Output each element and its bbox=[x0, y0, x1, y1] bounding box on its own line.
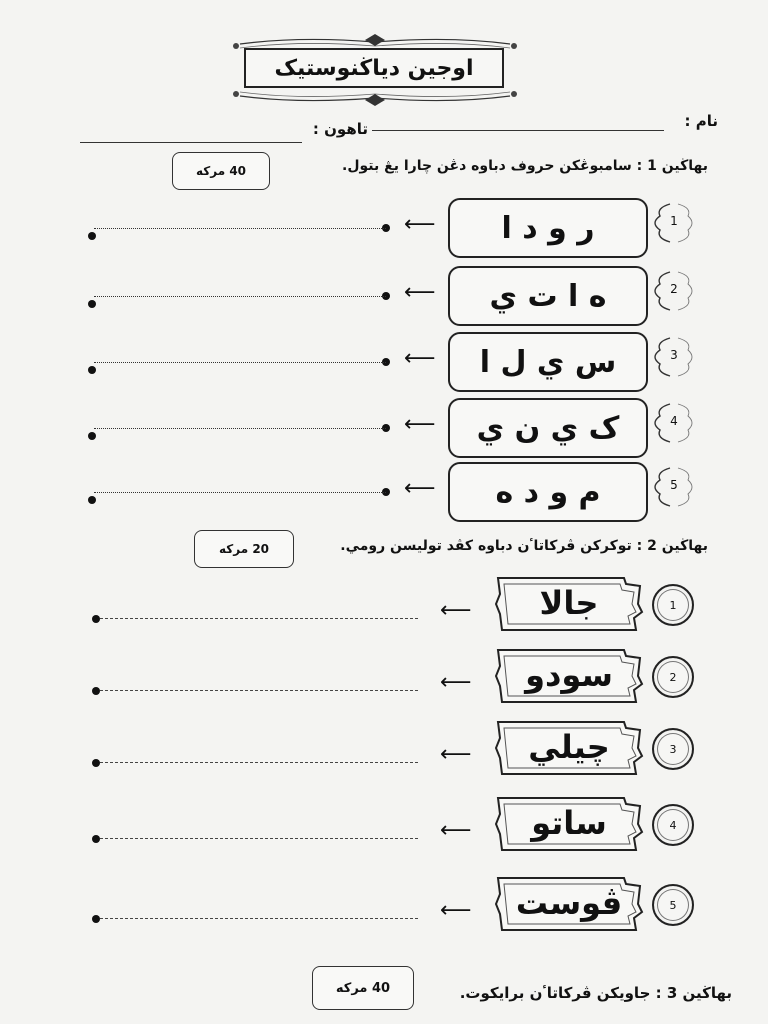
item-number: 3 bbox=[669, 742, 677, 756]
section3-heading: بهاڬين 3 : جاويکن ڤرکاتاٴن برايکوت. bbox=[459, 984, 732, 1002]
circle-number bbox=[652, 884, 694, 926]
section2-heading: بهاڬين 2 : توکرکن ڤرکاتاٴن دباوه کڤد توليسن رومي. bbox=[340, 538, 708, 554]
answer-line[interactable] bbox=[100, 918, 418, 919]
item-number: 4 bbox=[670, 414, 678, 428]
item-number: 2 bbox=[669, 670, 677, 684]
section1-item-number bbox=[648, 200, 698, 246]
arrow-left-icon: ⟵ bbox=[440, 818, 472, 843]
arrow-left-icon: ⟵ bbox=[404, 212, 436, 237]
arrow-left-icon: ⟵ bbox=[440, 898, 472, 923]
item-number: 4 bbox=[669, 818, 677, 832]
circle-number bbox=[652, 584, 694, 626]
item-number: 1 bbox=[670, 214, 678, 228]
jawi-word: ساتو bbox=[531, 804, 607, 842]
arrow-left-icon: ⟵ bbox=[404, 346, 436, 371]
name-label: نام : bbox=[684, 112, 718, 130]
letter-box: ه ا ت ي bbox=[448, 266, 648, 326]
letter-box: م و د ه bbox=[448, 462, 648, 522]
jawi-word: سودو bbox=[525, 656, 613, 694]
answer-line[interactable] bbox=[94, 362, 386, 363]
answer-line[interactable] bbox=[94, 428, 386, 429]
dot-start bbox=[92, 915, 100, 923]
item-number: 5 bbox=[670, 478, 678, 492]
jawi-word: جالا bbox=[539, 584, 599, 622]
dot-start bbox=[88, 232, 96, 240]
answer-line[interactable] bbox=[100, 690, 418, 691]
class-label: تاهون : bbox=[312, 120, 368, 138]
section3-marks-box: 40 مرکه bbox=[312, 966, 414, 1010]
circle-number bbox=[652, 728, 694, 770]
section1-item-number bbox=[648, 400, 698, 446]
dot-start bbox=[92, 615, 100, 623]
arrow-left-icon: ⟵ bbox=[440, 598, 472, 623]
answer-line[interactable] bbox=[100, 618, 418, 619]
arrow-left-icon: ⟵ bbox=[404, 412, 436, 437]
section1-marks-box: 40 مرکه bbox=[172, 152, 270, 190]
dot-start bbox=[88, 432, 96, 440]
section1-item-number bbox=[648, 268, 698, 314]
dot-start bbox=[88, 300, 96, 308]
dot-start bbox=[88, 496, 96, 504]
letter-box: ک ي ن ي bbox=[448, 398, 648, 458]
circle-number bbox=[652, 656, 694, 698]
section1-item-number bbox=[648, 334, 698, 380]
answer-line[interactable] bbox=[94, 296, 386, 297]
arrow-left-icon: ⟵ bbox=[404, 280, 436, 305]
section1-item-number bbox=[648, 464, 698, 510]
item-number: 3 bbox=[670, 348, 678, 362]
class-field[interactable] bbox=[80, 142, 302, 143]
dot-start bbox=[92, 835, 100, 843]
dot-start bbox=[88, 366, 96, 374]
circle-number bbox=[652, 804, 694, 846]
worksheet-title: اوجين دياڬنوستيک bbox=[244, 48, 504, 88]
answer-line[interactable] bbox=[100, 762, 418, 763]
item-number: 1 bbox=[669, 598, 677, 612]
section1-heading: بهاڬين 1 : سامبوڠکن حروف دباوه دڠن چارا يڠ بتول. bbox=[342, 158, 708, 174]
jawi-word: چيلي bbox=[528, 728, 610, 766]
answer-line[interactable] bbox=[100, 838, 418, 839]
jawi-word: ڤوست bbox=[515, 884, 623, 922]
item-number: 5 bbox=[669, 898, 677, 912]
arrow-left-icon: ⟵ bbox=[440, 742, 472, 767]
answer-line[interactable] bbox=[94, 228, 386, 229]
arrow-left-icon: ⟵ bbox=[440, 670, 472, 695]
letter-box: س ي ل ا bbox=[448, 332, 648, 392]
letter-box: ر و د ا bbox=[448, 198, 648, 258]
dot-start bbox=[92, 759, 100, 767]
section2-marks-box: 20 مرکه bbox=[194, 530, 294, 568]
arrow-left-icon: ⟵ bbox=[404, 476, 436, 501]
item-number: 2 bbox=[670, 282, 678, 296]
dot-start bbox=[92, 687, 100, 695]
answer-line[interactable] bbox=[94, 492, 386, 493]
name-field[interactable] bbox=[372, 130, 664, 131]
